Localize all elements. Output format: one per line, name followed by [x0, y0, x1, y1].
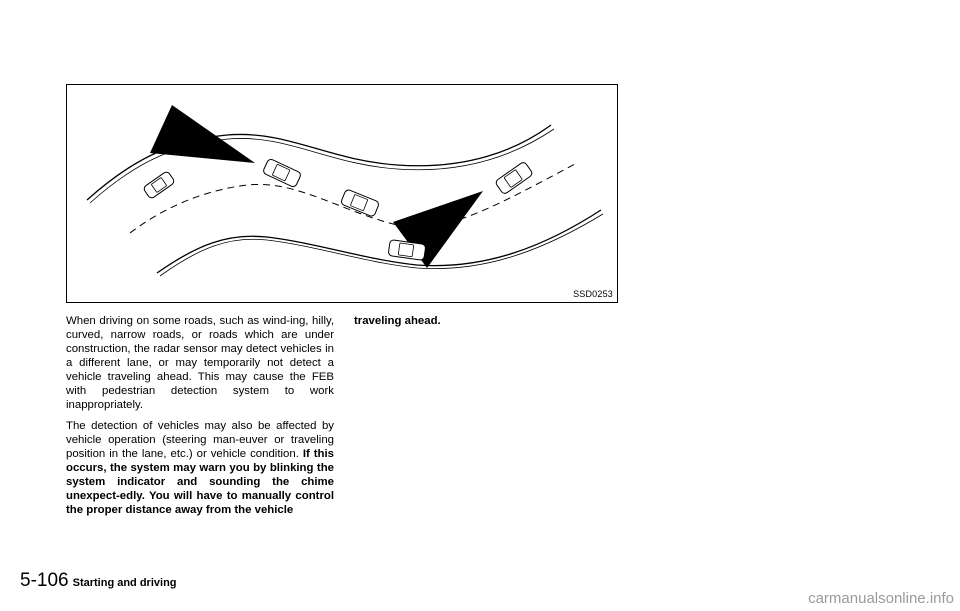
- text-column-right: [354, 314, 622, 335]
- page-number: 5-106: [20, 570, 69, 591]
- paragraph-1: When driving on some roads, such as wind-ing, hilly, curved, narrow roads, or roads which are under construction, the radar sensor may detect vehicles in a different lane, or may temporarily not detect a vehicle traveling ahead. This may cause the FEB with pedestrian detection system to work inappropriately.: [66, 315, 334, 411]
- figure-code: SSD0253: [573, 289, 613, 299]
- car-radar-upper: [262, 158, 301, 188]
- paragraph-2-continued: traveling ahead.: [354, 315, 441, 327]
- car-left: [143, 171, 176, 200]
- car-right: [495, 161, 534, 195]
- car-center: [340, 189, 379, 217]
- road-illustration: [66, 84, 618, 303]
- paragraph-2-warning: If this occurs, the system may warn you by blinking the system indicator and sounding the chime unexpect-edly. You will have to manually control the proper distance away from the vehicle: [66, 448, 334, 516]
- text-column-left: [66, 314, 334, 524]
- watermark: carmanualsonline.info: [808, 590, 954, 607]
- curved-road-diagram: [67, 85, 619, 304]
- section-title: Starting and driving: [72, 577, 177, 589]
- paragraph-2: [66, 419, 334, 517]
- paragraph-2-text: The detection of vehicles may also be affected by vehicle operation (steering man-euver or traveling position in the lane, etc.) or vehicle condition.: [66, 420, 334, 460]
- page-footer: [20, 570, 177, 592]
